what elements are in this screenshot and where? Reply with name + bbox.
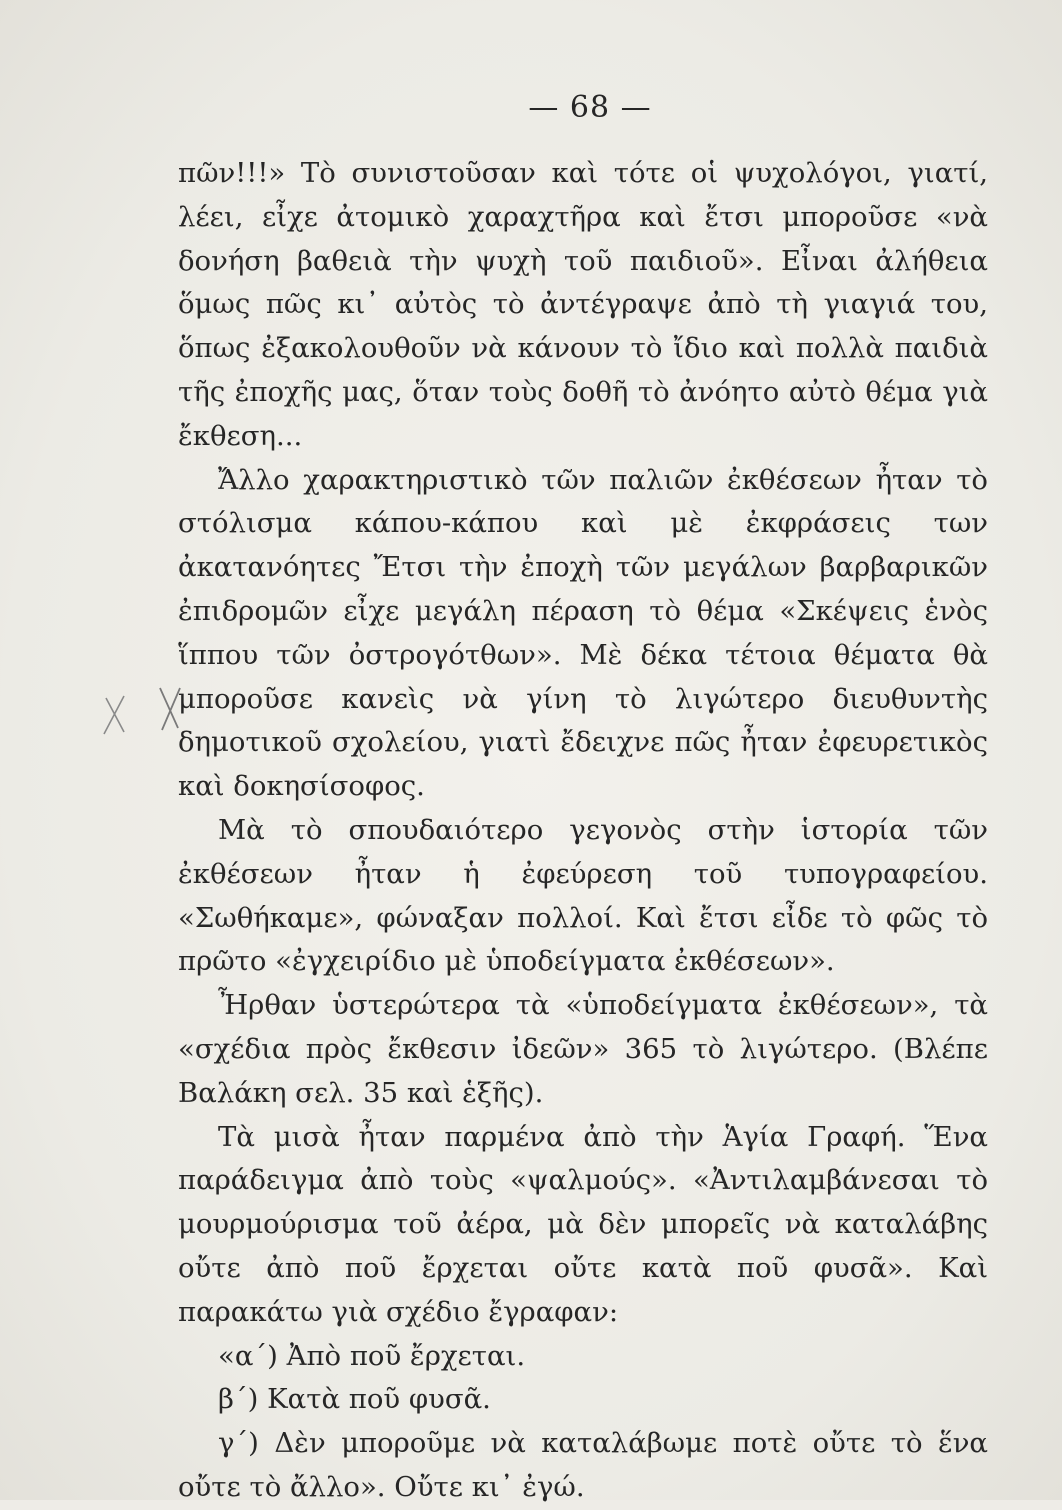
body-text xyxy=(178,152,988,1510)
paragraph: Μὰ τὸ σπουδαιότερο γεγονὸς στὴν ἱστορία τῶν ἐκθέσεων ἦταν ἡ ἐφεύρεση τοῦ τυπογραφείου. «Σωθήκαμε», φώναξαν πολλοί. Καὶ ἔτσι εἶδε τὸ φῶς τὸ πρῶτο «ἐγχειρίδιο μὲ ὑποδείγματα ἐκθέσεων». xyxy=(178,813,988,978)
paragraph: Τὰ μισὰ ἦταν παρμένα ἀπὸ τὴν Ἁγία Γραφή. Ἕνα παράδειγμα ἀπὸ τοὺς «ψαλμούς». «Ἀντιλαμβάνεσαι τὸ μουρμούρισμα τοῦ ἀέρα, μὰ δὲν μπορεῖς νὰ καταλάβης οὔτε ἀπὸ ποῦ ἔρχεται οὔτε κατὰ ποῦ φυσᾶ». Καὶ παρακάτω γιὰ σχέδιο ἔγραφαν: xyxy=(178,1120,988,1328)
list-item: «α΄) Ἀπὸ ποῦ ἔρχεται. xyxy=(218,1339,526,1372)
list-item: β΄) Κατὰ ποῦ φυσᾶ. xyxy=(218,1383,491,1416)
paragraph: Ἦρθαν ὑστερώτερα τὰ «ὑποδείγματα ἐκθέσεων», τὰ «σχέδια πρὸς ἔκθεσιν ἰδεῶν» 365 τὸ λιγώτερο. (Βλέπε Βαλάκη σελ. 35 καὶ ἑξῆς). xyxy=(178,989,988,1109)
paragraph: πῶν!!!» Τὸ συνιστοῦσαν καὶ τότε οἱ ψυχολόγοι, γιατί, λέει, εἶχε ἀτομικὸ χαραχτῆρα καὶ ἔτσι μποροῦσε «νὰ δονήση βαθειὰ τὴν ψυχὴ τοῦ παιδιοῦ». Εἶναι ἀλήθεια ὅμως πῶς κι᾽ αὐτὸς τὸ ἀντέγραψε ἀπὸ τὴ γιαγιά του, ὅπως ἐξακολουθοῦν νὰ κάνουν τὸ ἴδιο καὶ πολλὰ παιδιὰ τῆς ἐποχῆς μας, ὅταν τοὺς δοθῆ τὸ ἀνόητο αὐτὸ θέμα γιὰ ἔκθεση... xyxy=(178,157,988,452)
list-item: γ΄) Δὲν μποροῦμε νὰ καταλάβωμε ποτὲ οὔτε τὸ ἕνα οὔτε τὸ ἄλλο». Οὔτε κι᾽ ἐγώ. xyxy=(178,1427,988,1503)
paragraph: Ἄλλο χαρακτηριστικὸ τῶν παλιῶν ἐκθέσεων ἦταν τὸ στόλισμα κάπου-κάπου καὶ μὲ ἐκφράσεις των ἀκατανόητες Ἔτσι τὴν ἐποχὴ τῶν μεγάλων βαρβαρικῶν ἐπιδρομῶν εἶχε μεγάλη πέραση τὸ θέμα «Σκέψεις ἑνὸς ἵππου τῶν ὀστρογότθων». Μὲ δέκα τέτοια θέματα θὰ μποροῦσε κανεὶς νὰ γίνη τὸ λιγώτερο διευθυντὴς δημοτικοῦ σχολείου, γιατὶ ἔδειχνε πῶς ἦταν ἐφευρετικὸς καὶ δοκησίσοφος. xyxy=(178,463,988,803)
page-number: — 68 — xyxy=(528,90,652,125)
